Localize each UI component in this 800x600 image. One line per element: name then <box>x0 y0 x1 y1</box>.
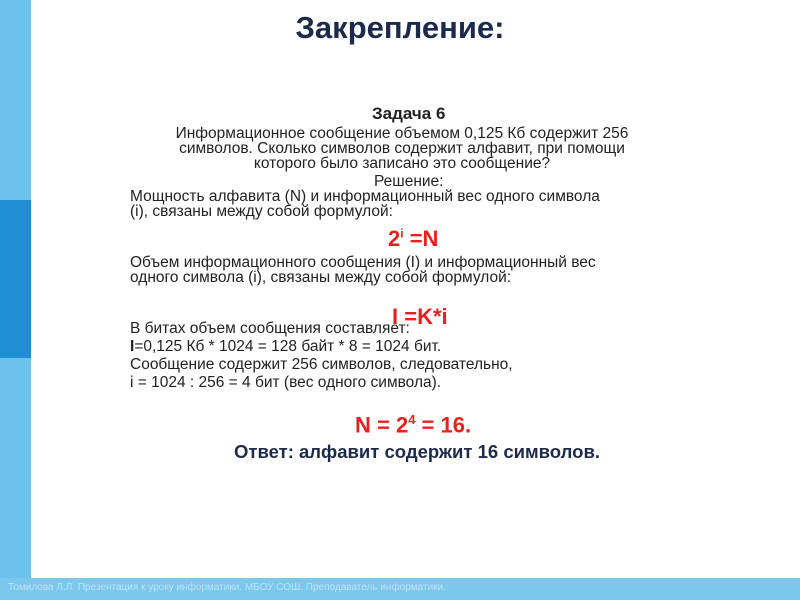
statement-line: которого было записано это сообщение? <box>253 155 551 172</box>
calc-line <box>130 338 710 356</box>
task-heading: Задача 6 <box>372 104 446 123</box>
calc-line: i = 1024 : 256 = 4 бит (вес одного символа). <box>130 374 442 391</box>
calculation-block <box>130 320 710 392</box>
calc-line: Сообщение содержит 256 символов, следовательно, <box>130 356 513 373</box>
formula-exponent: 4 <box>408 412 416 427</box>
message-volume-paragraph <box>130 255 710 285</box>
solution-label: Решение: <box>374 173 444 190</box>
slide-title: Закрепление: <box>295 10 505 45</box>
calc-expression: =0,125 Кб * 1024 = 128 байт * 8 = 1024 бит. <box>134 338 442 355</box>
paragraph-line: Мощность алфавита (N) и информационный вес одного символа <box>130 188 600 205</box>
formula-rest: =N <box>403 226 439 251</box>
paragraph-line: одного символа (i), связаны между собой формулой: <box>130 269 512 286</box>
formula-suffix: = 16. <box>415 412 472 438</box>
left-accent-block <box>0 200 31 358</box>
paragraph-line: (i), связаны между собой формулой: <box>130 203 393 220</box>
formula-result <box>355 412 471 438</box>
task-statement <box>128 126 676 171</box>
answer-text: Ответ: алфавит содержит 16 символов. <box>234 441 600 462</box>
formula-prefix: N = 2 <box>355 412 409 438</box>
footer-text: Томилова Л.Л. Презентация к уроку информатики. МБОУ СОШ. Преподаватель информатики. <box>8 582 446 593</box>
formula-exponent: i <box>400 226 404 241</box>
statement-line: символов. Сколько символов содержит алфавит, при помощи <box>179 140 625 157</box>
calc-line: В битах объем сообщения составляет: <box>130 320 410 337</box>
paragraph-line: Объем информационного сообщения (I) и информационный вес <box>130 254 596 271</box>
formula-base: 2 <box>388 226 401 251</box>
calc-variable: I <box>130 338 135 355</box>
formula-volume: I =K*i <box>392 304 448 329</box>
statement-line: Информационное сообщение объемом 0,125 Кб содержит 256 <box>175 125 629 142</box>
formula-power <box>388 226 438 252</box>
alphabet-power-paragraph <box>130 189 710 219</box>
